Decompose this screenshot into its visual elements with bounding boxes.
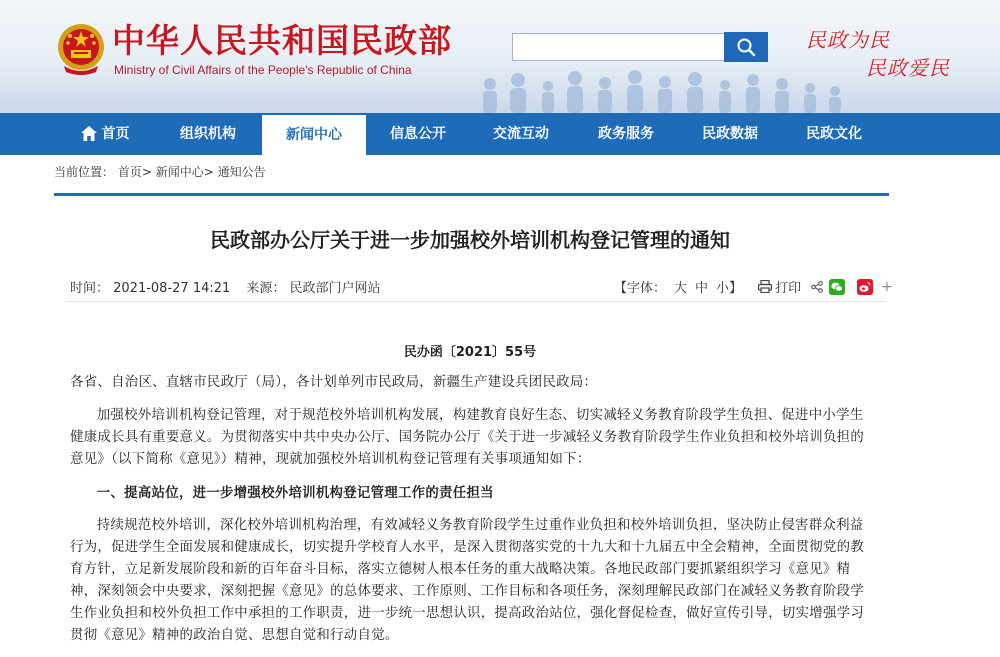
salutation: 各省、自治区、直辖市民政厅（局），各计划单列市民政局，新疆生产建设兵团民政局： bbox=[70, 375, 598, 390]
site-header bbox=[0, 0, 1000, 113]
section-divider bbox=[54, 193, 889, 196]
breadcrumb-label: 当前位置： bbox=[54, 165, 115, 179]
font-size-large-button[interactable]: 大 bbox=[674, 281, 688, 296]
search-icon bbox=[736, 37, 756, 57]
article-title: 民政部办公厅关于进一步加强校外培训机构登记管理的通知 bbox=[210, 228, 730, 252]
plus-icon[interactable]: + bbox=[881, 278, 893, 295]
site-subtitle: Ministry of Civil Affairs of the People's Republic of China bbox=[114, 63, 412, 77]
font-size-medium-button[interactable]: 中 bbox=[695, 281, 709, 296]
nav-item-home[interactable] bbox=[60, 113, 150, 155]
national-emblem-logo bbox=[56, 22, 106, 76]
nav-item-label: 新闻中心 bbox=[286, 127, 342, 143]
nav-item-news-center[interactable] bbox=[262, 115, 366, 155]
nav-item-civil-affairs-data[interactable] bbox=[680, 113, 780, 155]
main-navigation bbox=[0, 113, 1000, 155]
document-number: 民办函〔2021〕55号 bbox=[403, 345, 537, 360]
nav-item-label: 民政数据 bbox=[702, 126, 758, 142]
breadcrumb-link-home[interactable]: 首页> bbox=[117, 165, 152, 179]
nav-item-label: 交流互动 bbox=[493, 126, 549, 142]
home-icon bbox=[81, 126, 97, 141]
article-tools bbox=[614, 277, 893, 296]
breadcrumb bbox=[54, 163, 266, 180]
breadcrumb-link-notices[interactable]: 通知公告 bbox=[217, 165, 266, 179]
crowd-silhouette-illustration bbox=[470, 66, 850, 113]
nav-item-information-disclosure[interactable] bbox=[368, 113, 468, 155]
wechat-share-icon[interactable] bbox=[829, 279, 845, 295]
search-button[interactable] bbox=[724, 32, 768, 62]
paragraph-2: 持续规范校外培训，深化校外培训机构治理，有效减轻义务教育阶段学生过重作业负担和校外培训负担，坚决防止侵害群众利益行为，促进学生全面发展和健康成长，切实提升学校育人水平，是深入贯彻落实党的十九大和十九届五中全会精神，全面贯彻党的教育方针，立足新发展阶段和新的百年奋斗目标，落实立德树人根本任务的重大战略决策。各地民政部门要抓紧组织学习《意见》精神，深刻领会中央要求，深刻把握《意见》的总体要求、工作原则、工作目标和各项任务，深刻理解民政部门在减轻义务教育阶段学生作业负担和校外负担工作中承担的工作职责，进一步统一思想认识，提高政治站位，强化督促检查，做好宣传引导，切实增强学习贯彻《意见》精神的政治自觉、思想自觉和行动自觉。 bbox=[70, 518, 865, 643]
nav-item-civil-affairs-culture[interactable] bbox=[784, 113, 884, 155]
nav-item-label: 信息公开 bbox=[390, 126, 446, 142]
nav-item-label: 组织机构 bbox=[180, 126, 236, 142]
print-icon[interactable] bbox=[758, 280, 772, 293]
font-size-small-button[interactable]: 小】 bbox=[716, 281, 743, 296]
nav-item-government-services[interactable] bbox=[576, 113, 676, 155]
font-size-label: 【字体： bbox=[614, 281, 667, 296]
paragraph-1: 加强校外培训机构登记管理，对于规范校外培训机构发展，构建教育良好生态、切实减轻义务教育阶段学生负担、促进中小学生健康成长具有重要意义。为贯彻落实中共中央办公厅、国务院办公厅《关于进一步减轻义务教育阶段学生作业负担和校外培训负担的意见》（以下简称《意见》）精神，现就加强校外培训机构登记管理有关事项通知如下： bbox=[70, 408, 865, 467]
breadcrumb-link-news-center[interactable]: 新闻中心> bbox=[155, 165, 214, 179]
article-source: 来源： 民政部门户网站 bbox=[246, 281, 381, 296]
share-icon[interactable] bbox=[811, 281, 823, 293]
site-title: 中华人民共和国民政部 bbox=[112, 21, 452, 60]
publish-time: 时间： 2021-08-27 14:21 bbox=[70, 281, 231, 296]
slogan-text-1: 民政为民 bbox=[806, 28, 890, 52]
print-button[interactable]: 打印 bbox=[775, 281, 802, 296]
weibo-share-icon[interactable] bbox=[857, 279, 873, 295]
slogan-text-2: 民政爱民 bbox=[866, 56, 950, 80]
nav-item-label: 政务服务 bbox=[598, 126, 654, 142]
nav-item-organization[interactable] bbox=[158, 113, 258, 155]
nav-item-label: 首页 bbox=[101, 126, 130, 142]
article-meta bbox=[70, 277, 381, 296]
nav-item-label: 民政文化 bbox=[806, 126, 862, 142]
nav-item-interaction[interactable] bbox=[470, 113, 572, 155]
meta-divider bbox=[66, 301, 886, 302]
search-input[interactable] bbox=[512, 33, 728, 61]
section-1-heading: 一、提高站位，进一步增强校外培训机构登记管理工作的责任担当 bbox=[96, 486, 494, 501]
